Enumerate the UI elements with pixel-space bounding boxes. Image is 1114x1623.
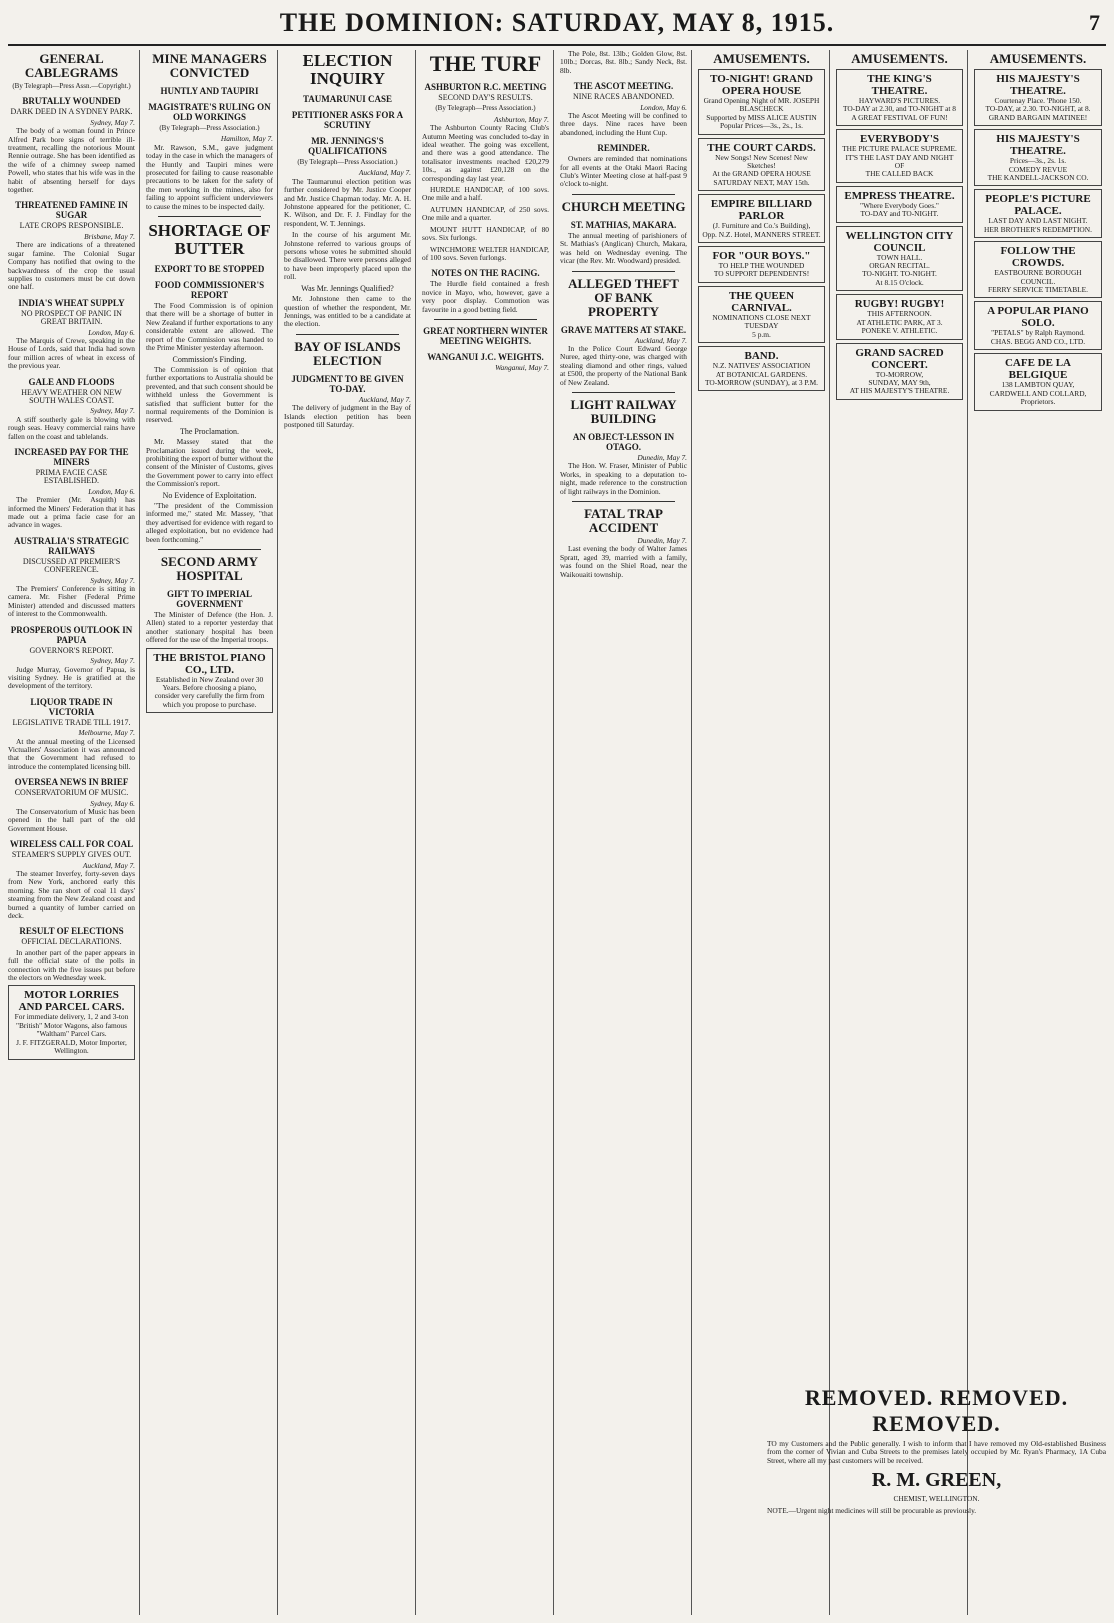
ad-line: EASTBOURNE BOROUGH COUNCIL.: [994, 268, 1082, 286]
ad-title: RUGBY! RUGBY!: [854, 298, 945, 311]
subheading: GRAVE MATTERS AT STAKE.: [560, 324, 687, 335]
notice-signature: R. M. GREEN,: [871, 1469, 1002, 1492]
removed-notice: [767, 1385, 1106, 1515]
ad-title: PEOPLE'S PICTURE PALACE.: [985, 193, 1091, 218]
paragraph: Owners are reminded that nominations for all events at the Otaki Maori Racing Club's Winter Meeting close at half-past 9 o'clock to-night.: [560, 154, 687, 189]
dateline: London, May 6.: [640, 102, 687, 112]
column-heading: ALLEGED THEFT OF BANK PROPERTY: [568, 275, 679, 319]
ad-line: Supported by MISS ALICE AUSTIN: [706, 112, 817, 122]
paragraph: A stiff southerly gale is blowing with rough seas. Heavy commercial rains have fallen on the coast and tablelands.: [8, 414, 135, 441]
ad-signature: J. F. FITZGERALD, Motor Importer, Wellington.: [16, 1037, 127, 1056]
advert-list: [836, 69, 963, 400]
column-heading: GENERAL CABLEGRAMS: [24, 51, 119, 80]
paragraph: In another part of the paper appears in full the official state of the polls in connection with the five issues put before the electors on Wednesday week.: [8, 947, 135, 983]
subheading: AN OBJECT-LESSON IN OTAGO.: [572, 431, 675, 452]
subheading: NOTES ON THE RACING.: [431, 268, 540, 279]
paragraph: The Hon. W. Fraser, Minister of Public Works, in speaking to a deputation to-night, made reference to the construction of light railways in the Dominion.: [560, 461, 687, 496]
column-heading: LIGHT RAILWAY BUILDING: [570, 396, 677, 426]
subheading: NINE RACES ABANDONED.: [572, 92, 675, 102]
advert: [698, 138, 825, 192]
subheading: ST. MATHIAS, MAKARA.: [570, 219, 677, 230]
ad-line: TO SUPPORT DEPENDENTS!: [713, 269, 810, 279]
story-title: RESULT OF ELECTIONS: [19, 926, 124, 937]
story-title: INCREASED PAY FOR THE MINERS: [14, 447, 129, 467]
ad-text: Established in New Zealand over 30 Years. Before choosing a piano, consider very carefully the firm from which you propose to purchase.: [154, 674, 265, 709]
ad-line: TO-MORROW,: [875, 369, 924, 379]
masthead-title: THE DOMINION: SATURDAY, MAY 8, 1915.: [279, 8, 835, 37]
subheading: MR. JENNINGS'S QUALIFICATIONS: [308, 136, 387, 156]
story-title: WIRELESS CALL FOR COAL: [9, 839, 134, 850]
race-results: [422, 186, 549, 262]
paragraph: Last evening the body of Walter James Spratt, aged 39, married with a family, was found on the Shiel Road, near the Waikouaiti township.: [560, 544, 687, 579]
columns: [8, 50, 1106, 1615]
kicker: (By Telegraph—Press Association.): [159, 124, 260, 132]
ad-title: HIS MAJESTY'S THEATRE.: [996, 133, 1080, 158]
ad-line: N.Z. NATIVES' ASSOCIATION: [712, 361, 811, 371]
story-subtitle: DISCUSSED AT PREMIER'S CONFERENCE.: [22, 556, 121, 575]
divider: [158, 549, 261, 550]
paragraph: Judge Murray, Governor of Papua, is visiting Sydney. He is gratified at the development of the territory.: [8, 664, 135, 691]
column-heading: THE TURF: [429, 51, 542, 76]
column-heading: SHORTAGE OF BUTTER: [148, 221, 271, 259]
kicker: (By Telegraph—Press Association.): [297, 158, 398, 166]
divider: [572, 392, 675, 393]
advert: [698, 286, 825, 343]
subheading: HUNTLY AND TAUPIRI: [160, 86, 259, 96]
paragraph: The Ashburton County Racing Club's Autumn Meeting was concluded to-day in ideal weather. The going was excellent, and there was a good attendance. The totalisator investments reached £20,279 10s., as against £20,128 on the corresponding day last year.: [422, 123, 549, 183]
paragraph: The Premier (Mr. Asquith) has informed the Miners' Federation that it has made out a prima facie case for an advance in wages.: [8, 495, 135, 530]
ad-line: CARDWELL AND COLLARD, Proprietors.: [989, 388, 1087, 407]
dateline: Auckland, May 7.: [634, 335, 687, 345]
notice-text: TO my Customers and the Public generally. I wish to inform that I have removed my Old-established Business from the corner of Vivian and Cuba Streets to the premises lately occupied by Mr. Ryan's Pharmacy, 1A Cuba Street, where all my past customers will be received.: [767, 1439, 1106, 1465]
paragraph: In the Police Court Edward George Nuree, aged thirty-one, was charged with stealing diamond and other rings, valued at £500, the property of the National Bank of New Zealand.: [560, 343, 687, 387]
column-heading: FATAL TRAP ACCIDENT: [584, 505, 663, 535]
ad-line: "Where Everybody Goes.": [860, 200, 939, 210]
race-result: AUTUMN HANDICAP, of 250 sovs. One mile and a quarter.: [422, 204, 549, 223]
advert-list: [698, 69, 825, 391]
dateline: Brisbane, May 7.: [84, 231, 135, 241]
column-6: [698, 50, 830, 1615]
ad-line: TOWN HALL.: [876, 252, 923, 262]
dateline: Sydney, May 7.: [90, 406, 135, 416]
ad-line: 5 p.m.: [752, 329, 771, 339]
column-5: [560, 50, 692, 1615]
subheading: SECOND DAY'S RESULTS.: [438, 93, 533, 102]
ad-line: TO-NIGHT. TO-NIGHT.: [862, 269, 937, 279]
masthead: [8, 4, 1106, 46]
notice-note: NOTE.—Urgent night medicines will still be procurable as previously.: [767, 1505, 977, 1515]
subheading: PETITIONER ASKS FOR A SCRUTINY: [291, 110, 404, 130]
column-heading: CHURCH MEETING: [561, 198, 686, 214]
ad-title: THE QUEEN CARNIVAL.: [728, 289, 795, 314]
ad-title: TO-NIGHT! GRAND OPERA HOUSE: [710, 73, 813, 97]
dateline: Hamilton, May 7.: [220, 134, 273, 144]
story-subtitle: OFFICIAL DECLARATIONS.: [21, 937, 122, 947]
story-title: THREATENED FAMINE IN SUGAR: [15, 200, 128, 221]
ad-title: EVERYBODY'S: [859, 133, 940, 146]
divider: [296, 334, 399, 335]
paragraph: The Food Commission is of opinion that there will be a shortage of butter in New Zealand if further exportations to any considerable extent are allowed. The report of the Commission was handed to the Prime Minister yesterday afternoon.: [146, 301, 273, 353]
notice-heading: REMOVED. REMOVED. REMOVED.: [804, 1385, 1069, 1436]
story-subtitle: GOVERNOR'S REPORT.: [29, 645, 114, 655]
ad-title: THE COURT CARDS.: [707, 141, 816, 154]
subheading: WANGANUI J.C. WEIGHTS.: [427, 351, 544, 362]
ad-line: HAYWARD'S PICTURES.: [858, 96, 941, 105]
ad-line: At the GRAND OPERA HOUSE: [712, 169, 811, 179]
advert: [836, 69, 963, 126]
ad-line: THE CALLED BACK: [865, 169, 934, 179]
column-heading: AMUSEMENTS.: [713, 51, 810, 66]
ad-line: Grand Opening Night of MR. JOSEPH BLASCHECK: [703, 96, 820, 114]
divider: [572, 194, 675, 195]
ad-line: NOMINATIONS CLOSE NEXT TUESDAY: [712, 312, 811, 331]
paragraph: The Marquis of Crewe, speaking in the House of Lords, said that India had sown four million acres of wheat in excess of the previous year.: [8, 335, 135, 371]
ad-line: A GREAT FESTIVAL OF FUN!: [851, 112, 948, 122]
paragraph: The delivery of judgment in the Bay of Islands election petition has been postponed till Saturday.: [284, 403, 411, 429]
race-result: MOUNT HUTT HANDICAP, of 80 sovs. Six furlongs.: [422, 224, 549, 243]
dateline: Dunedin, May 7.: [637, 535, 687, 545]
story-title: BRUTALLY WOUNDED: [22, 96, 121, 107]
advert: [836, 294, 963, 339]
ad-line: LAST DAY AND LAST NIGHT.: [988, 216, 1088, 226]
dateline: Auckland, May 7.: [358, 168, 411, 178]
divider: [434, 319, 537, 320]
advert: [974, 353, 1102, 410]
paragraph: Mr. Rawson, S.M., gave judgment today in the case in which the managers of the Huntly and Taupiri mines were prosecuted for failing to cause reasonable precautions to be taken for the safety of the men working in the mines, also for failing to appoint sufficient underviewers to cause the mines to be inspected daily.: [146, 142, 273, 211]
advert: [146, 648, 273, 714]
paragraph: The Premiers' Conference is sitting in camera. Mr. Fisher (Federal Prime Minister) attended and discussed matters of interest to the Commonwealth.: [8, 584, 135, 619]
column-2: [146, 50, 278, 1615]
subheading: REMINDER.: [597, 143, 650, 154]
ad-line: IT'S THE LAST DAY AND NIGHT OF: [845, 152, 954, 171]
paragraph: "The president of the Commission informed me," stated Mr. Massey, "that they advertised for evidence with regard to alleged exploitation, but no evidence had been forthcoming.": [146, 501, 273, 544]
advert: [974, 189, 1102, 238]
advert: [836, 226, 963, 292]
ad-line: (J. Furniture and Co.'s Building),: [712, 221, 811, 231]
advert: [836, 343, 963, 400]
advert-list: [974, 69, 1102, 411]
divider: [572, 501, 675, 502]
ad-line: TO-DAY at 2.30, and TO-NIGHT at 8: [842, 104, 957, 114]
advert: [836, 129, 963, 183]
dateline: Sydney, May 7.: [90, 575, 135, 585]
ad-line: Courtenay Place. 'Phone 150.: [994, 96, 1082, 105]
story-subtitle: HEAVY WEATHER ON NEW SOUTH WALES COAST.: [21, 387, 122, 405]
subheading: EXPORT TO BE STOPPED: [154, 264, 265, 275]
story-title: PROSPEROUS OUTLOOK IN PAPUA: [10, 624, 133, 645]
ad-line: Prices—3s., 2s. 1s.: [1009, 156, 1067, 166]
story-subtitle: NO PROSPECT OF PANIC IN GREAT BRITAIN.: [21, 308, 122, 327]
advert: [836, 186, 963, 223]
paragraph: There are indications of a threatened sugar famine. The Colonial Sugar Company has notified that owing to the backwardness of the crop the usual supplies to customers must be cut down one half.: [8, 240, 135, 292]
ad-title: FOR "OUR BOYS.": [712, 250, 811, 263]
story-subtitle: LATE CROPS RESPONSIBLE.: [19, 221, 124, 231]
paragraph: Mr. Johnstone then came to the question of whether the respondent, Mr. Jennings, was entitled to be a candidate at the election.: [284, 294, 411, 329]
paragraph: The Ascot Meeting will be confined to three days. Nine races have been abandoned, including the Hunt Cup.: [560, 111, 687, 137]
ad-line: SUNDAY, MAY 9th,: [868, 377, 931, 387]
notice-role: CHEMIST, WELLINGTON.: [893, 1494, 980, 1504]
dateline: London, May 6.: [88, 327, 135, 337]
ad-line: THE PICTURE PALACE SUPREME.: [842, 144, 957, 154]
advert: [974, 69, 1102, 126]
column-8: [974, 50, 1106, 1615]
dateline: Ashburton, May 7.: [493, 114, 549, 124]
dateline: Melbourne, May 7.: [78, 728, 135, 738]
ad-title: EMPIRE BILLIARD PARLOR: [710, 198, 813, 223]
paragraph: In the course of his argument Mr. Johnstone referred to various groups of persons whose votes he submitted should be disallowed. There were persons alleged to have been improperly placed upon the roll.: [284, 230, 411, 282]
advert: [974, 301, 1102, 350]
ad-line: SATURDAY NEXT, MAY 15th.: [713, 177, 810, 187]
story-title: AUSTRALIA'S STRATEGIC RAILWAYS: [13, 535, 130, 556]
story-list: [8, 96, 135, 982]
subheading: MAGISTRATE'S RULING ON OLD WORKINGS: [148, 102, 271, 122]
paragraph: At the annual meeting of the Licensed Victuallers' Association it was announced that the Government had refused to introduce the contemplated licensing bill.: [8, 736, 135, 771]
paragraph: Mr. Massey stated that the Proclamation issued during the week, prohibiting the export of butter without the consent of the Minister of Customs, gives the Government power to carry into effect the Commission's report.: [146, 437, 273, 489]
advert: [8, 985, 135, 1059]
paragraph: The Hurdle field contained a fresh novice in Mayo, who, however, gave a very poor display. Commotion was favourite in a good betting field.: [422, 279, 549, 314]
ad-line: CHAS. BEGG AND CO., LTD.: [990, 336, 1086, 346]
column-3: [284, 50, 416, 1615]
ad-title: WELLINGTON CITY COUNCIL: [845, 229, 954, 254]
dateline: London, May 6.: [88, 486, 135, 496]
advert: [698, 346, 825, 391]
advert: [698, 194, 825, 243]
column-heading: BAY OF ISLANDS ELECTION: [294, 338, 401, 368]
paragraph: The Commission is of opinion that further exportations to Australia should be prevented, and that such consent should be withheld unless the Government is satisfied that sufficient butter for the normal requirements of the Dominion is reserved.: [146, 364, 273, 425]
ad-title: FOLLOW THE CROWDS.: [1000, 245, 1076, 270]
dateline: Wanganui, May 7.: [495, 362, 549, 372]
subheading: TAUMARUNUI CASE: [302, 94, 393, 104]
ad-line: COMEDY REVUE: [1008, 164, 1068, 174]
ad-title: HIS MAJESTY'S THEATRE.: [996, 73, 1080, 97]
story-subtitle: CONSERVATORIUM OF MUSIC.: [14, 788, 129, 798]
kicker: (By Telegraph—Press Association.): [435, 104, 536, 113]
column-heading: ELECTION INQUIRY: [302, 51, 393, 88]
subheading: JUDGMENT TO BE GIVEN TO-DAY.: [291, 373, 404, 394]
paragraph: The Minister of Defence (the Hon. J. Allen) stated to a reporter yesterday that another stationary hospital has been offered for the use of the Imperial troops.: [146, 610, 273, 645]
paragraph: The body of a woman found in Prince Alfred Park bore signs of terrible ill-treatment, recalling the notorious Mount Rennie outrage. She has been identified as the wife of a chimney sweep named Powell, who states that his wife was in the habit of absenting herself for days together.: [8, 126, 135, 195]
ad-line: HER BROTHER'S REDEMPTION.: [984, 224, 1092, 234]
paragraph: The steamer Inverfey, forty-seven days from New York, anchored early this morning. She ran short of coal 11 days' steaming from the New Zealand coast and burned a quantity of lumber carried on deck.: [8, 869, 135, 921]
subheading: Was Mr. Jennings Qualified?: [301, 283, 394, 293]
divider: [158, 216, 261, 217]
dateline: Sydney, May 6.: [90, 798, 135, 808]
ad-line: TO-DAY, at 2.30. TO-NIGHT, at 8.: [985, 104, 1091, 114]
ad-line: TO-DAY and TO-NIGHT.: [860, 209, 939, 219]
ad-text: For immediate delivery, 1, 2 and 3-ton "British" Motor Wagons, also famous "Waltham" Parcel Cars.: [14, 1012, 129, 1039]
subheading: Commission's Finding.: [172, 354, 247, 364]
story-title: LIQUOR TRADE IN VICTORIA: [30, 696, 113, 717]
story-subtitle: PRIMA FACIE CASE ESTABLISHED.: [35, 468, 108, 486]
ad-line: "PETALS" by Ralph Raymond.: [991, 328, 1085, 338]
subheading: ASHBURTON R.C. MEETING: [424, 82, 547, 92]
ad-line: AT BOTANICAL GARDENS.: [715, 369, 808, 379]
subheading: No Evidence of Exploitation.: [162, 490, 257, 500]
ad-line: Popular Prices—3s., 2s., 1s.: [720, 121, 803, 131]
subheading: THE ASCOT MEETING.: [573, 81, 674, 92]
ad-title: THE BRISTOL PIANO CO., LTD.: [153, 651, 266, 676]
ad-title: MOTOR LORRIES AND PARCEL CARS.: [18, 989, 125, 1014]
dateline: Sydney, May 7.: [90, 117, 135, 127]
story-title: INDIA'S WHEAT SUPPLY: [18, 297, 125, 308]
column-4: [422, 50, 554, 1615]
ad-line: 138 LAMBTON QUAY,: [1001, 380, 1075, 390]
ad-title: THE KING'S THEATRE.: [867, 73, 932, 97]
ad-line: TO HELP THE WOUNDED: [718, 261, 805, 271]
dateline: Sydney, May 7.: [90, 656, 135, 666]
story-subtitle: STEAMER'S SUPPLY GIVES OUT.: [11, 850, 132, 860]
paragraph: The Pole, 8st. 13lb.; Golden Glow, 8st. 10lb.; Dorcas, 8st. 8lb.; Sandy Neck, 8st. 8lb.: [560, 50, 687, 75]
subheading: FOOD COMMISSIONER'S REPORT: [154, 280, 265, 301]
race-result: HURDLE HANDICAP, of 100 sovs. One mile and a half.: [422, 185, 549, 203]
page-number: 7: [1089, 10, 1100, 35]
column-heading: AMUSEMENTS.: [989, 51, 1087, 66]
story-title: OVERSEA NEWS IN BRIEF: [14, 777, 129, 788]
column-heading: MINE MANAGERS CONVICTED: [152, 51, 267, 80]
kicker: (By Telegraph—Press Assn.—Copyright.): [12, 82, 131, 90]
divider: [572, 271, 675, 272]
ad-line: AT ATHLETIC PARK, AT 3.: [856, 317, 943, 327]
subheading: GREAT NORTHERN WINTER MEETING WEIGHTS.: [423, 325, 548, 346]
race-result: WINCHMORE WELTER HANDICAP, of 100 sovs. Seven furlongs.: [422, 244, 549, 262]
ad-line: ORGAN RECITAL.: [869, 261, 930, 271]
ad-line: FERRY SERVICE TIMETABLE.: [987, 285, 1089, 295]
column-heading: SECOND ARMY HOSPITAL: [160, 554, 259, 584]
ad-title: EMPRESS THEATRE.: [844, 189, 955, 202]
story-subtitle: DARK DEED IN A SYDNEY PARK.: [10, 107, 133, 117]
ad-line: At 8.15 O'clock.: [875, 277, 924, 287]
column-7: [836, 50, 968, 1615]
paragraph: The Taumarunui election petition was further considered by Mr. Justice Cooper and Mr. Justice Chapman today. Mr. A. H. Johnstone appeared for the petitioner, C. K. Wilson, and Dr. F. J. Findlay for the respondent, W. T. Jennings.: [284, 176, 411, 228]
advert: [974, 241, 1102, 298]
ad-line: New Songs! New Scenes! New Sketches!: [715, 152, 808, 171]
ad-line: Opp. N.Z. Hotel, MANNERS STREET.: [702, 229, 821, 239]
story-subtitle: LEGISLATIVE TRADE TILL 1917.: [12, 717, 131, 727]
column-1: [8, 50, 140, 1615]
paragraph: The annual meeting of parishioners of St. Mathias's (Anglican) Church, Makara, was held on Wednesday evening. The vicar (the Rev. Mr. Woodward) presided.: [560, 230, 687, 266]
ad-title: BAND.: [744, 350, 779, 363]
ad-line: THIS AFTERNOON.: [867, 309, 932, 319]
ad-title: A POPULAR PIANO SOLO.: [987, 305, 1089, 330]
ad-line: PONEKE V. ATHLETIC.: [861, 326, 938, 336]
ad-title: GRAND SACRED CONCERT.: [855, 346, 944, 371]
advert: [698, 69, 825, 135]
ad-line: TO-MORROW (SUNDAY), at 3 P.M.: [705, 377, 818, 387]
ad-title: CAFE DE LA BELGIQUE: [1004, 357, 1071, 382]
ad-line: THE KANDELL-JACKSON CO.: [987, 173, 1089, 183]
column-heading: AMUSEMENTS.: [851, 51, 948, 66]
paragraph: The Conservatorium of Music has been opened in the hall part of the old Government House.: [8, 806, 135, 833]
advert: [698, 246, 825, 283]
ad-line: AT HIS MAJESTY'S THEATRE.: [849, 386, 950, 396]
subheading: GIFT TO IMPERIAL GOVERNMENT: [166, 589, 253, 610]
dateline: Dunedin, May 7.: [637, 452, 687, 462]
dateline: Auckland, May 7.: [82, 860, 135, 870]
story-title: GALE AND FLOODS: [28, 376, 115, 387]
advert: [974, 129, 1102, 186]
ad-line: GRAND BARGAIN MATINEE!: [988, 112, 1088, 122]
subheading: The Proclamation.: [179, 426, 240, 436]
dateline: Auckland, May 7.: [358, 394, 411, 404]
